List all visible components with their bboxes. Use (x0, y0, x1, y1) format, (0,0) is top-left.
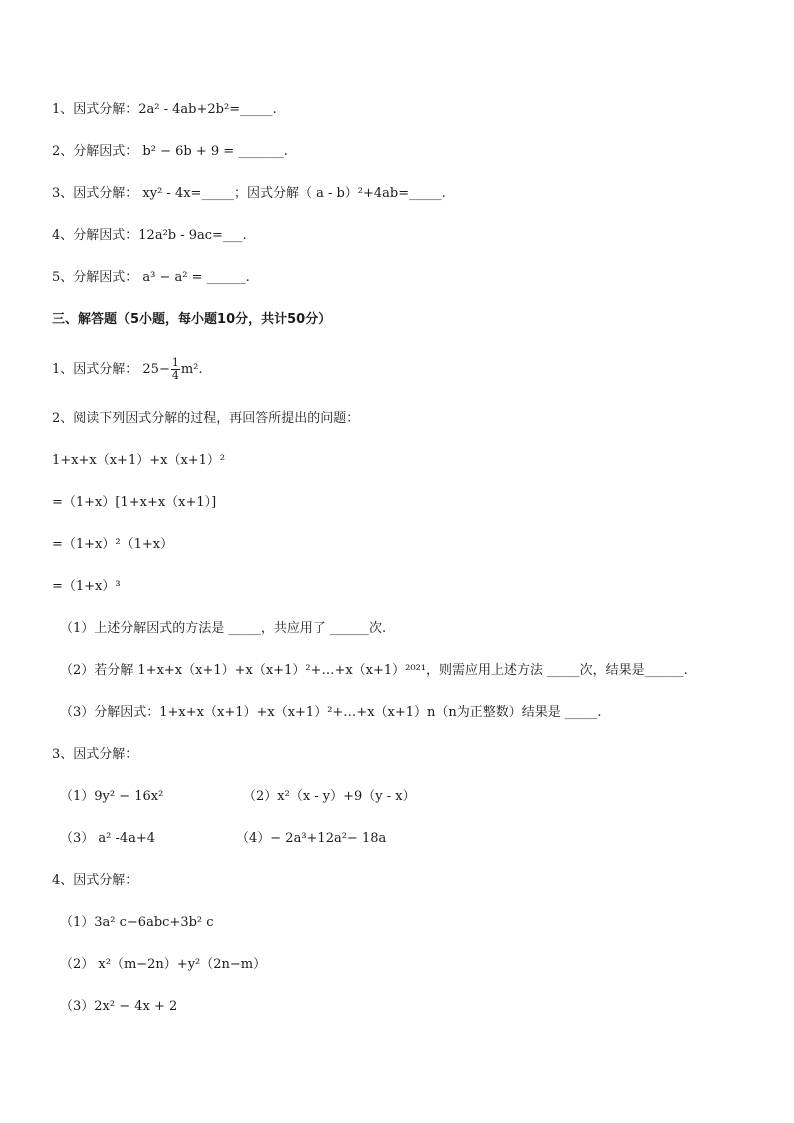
fraction-numerator: 1 (171, 356, 179, 369)
question-2-intro: 2、阅读下列因式分解的过程，再回答所提出的问题： (52, 411, 360, 426)
fraction-one-quarter (171, 357, 180, 382)
fraction-denominator: 4 (171, 369, 179, 382)
question-4-title: 4、因式分解： (52, 873, 139, 888)
question-2-part-3: （3）分解因式：1+x+x（x+1）+x（x+1）²+…+x（x+1）n（n为正整数）结果是 _____. (60, 705, 602, 720)
question-4-item-3: （3）2x² − 4x + 2 (60, 999, 178, 1014)
fill-in-problem-1: 1、因式分解：2a² - 4ab+2b²=_____. (52, 102, 277, 117)
section-heading: 三、解答题（5小题，每小题10分，共计50分） (52, 312, 332, 327)
question-3-title: 3、因式分解： (52, 747, 139, 762)
question-2-part-1: （1）上述分解因式的方法是 _____，共应用了 ______次. (60, 621, 387, 636)
question-3-item-4: （4）− 2a³+12a²− 18a (236, 831, 387, 846)
question-3-item-2: （2）x²（x - y）+9（y - x） (243, 789, 416, 804)
question-1 (52, 357, 203, 382)
fill-in-problem-5: 5、分解因式： a³ − a² = ______. (52, 270, 250, 285)
question-2-step-3: =（1+x）²（1+x） (52, 537, 174, 552)
question-2-step-1: 1+x+x（x+1）+x（x+1）² (52, 453, 226, 468)
fill-in-problem-2: 2、分解因式： b² − 6b + 9 = _______. (52, 144, 288, 159)
question-4-item-2: （2） x²（m−2n）+y²（2n−m） (60, 957, 267, 972)
question-1-prefix: 1、因式分解： 25− (52, 362, 170, 377)
question-4-item-1: （1）3a² c−6abc+3b² c (60, 915, 214, 930)
question-2-part-2: （2）若分解 1+x+x（x+1）+x（x+1）²+…+x（x+1）²⁰²¹，则需应用上述方法 _____次，结果是______. (60, 663, 688, 678)
fill-in-problem-3: 3、因式分解： xy² - 4x=_____；因式分解（ a - b）²+4ab=_____. (52, 186, 446, 201)
question-2-step-2: =（1+x）[1+x+x（x+1）] (52, 495, 217, 510)
question-2-step-4: =（1+x）³ (52, 579, 121, 594)
question-1-suffix: m². (180, 362, 203, 377)
question-3-item-3: （3） a² -4a+4 (60, 831, 156, 846)
fill-in-problem-4: 4、分解因式：12a²b - 9ac=___. (52, 228, 247, 243)
question-3-item-1: （1）9y² − 16x² (60, 789, 164, 804)
